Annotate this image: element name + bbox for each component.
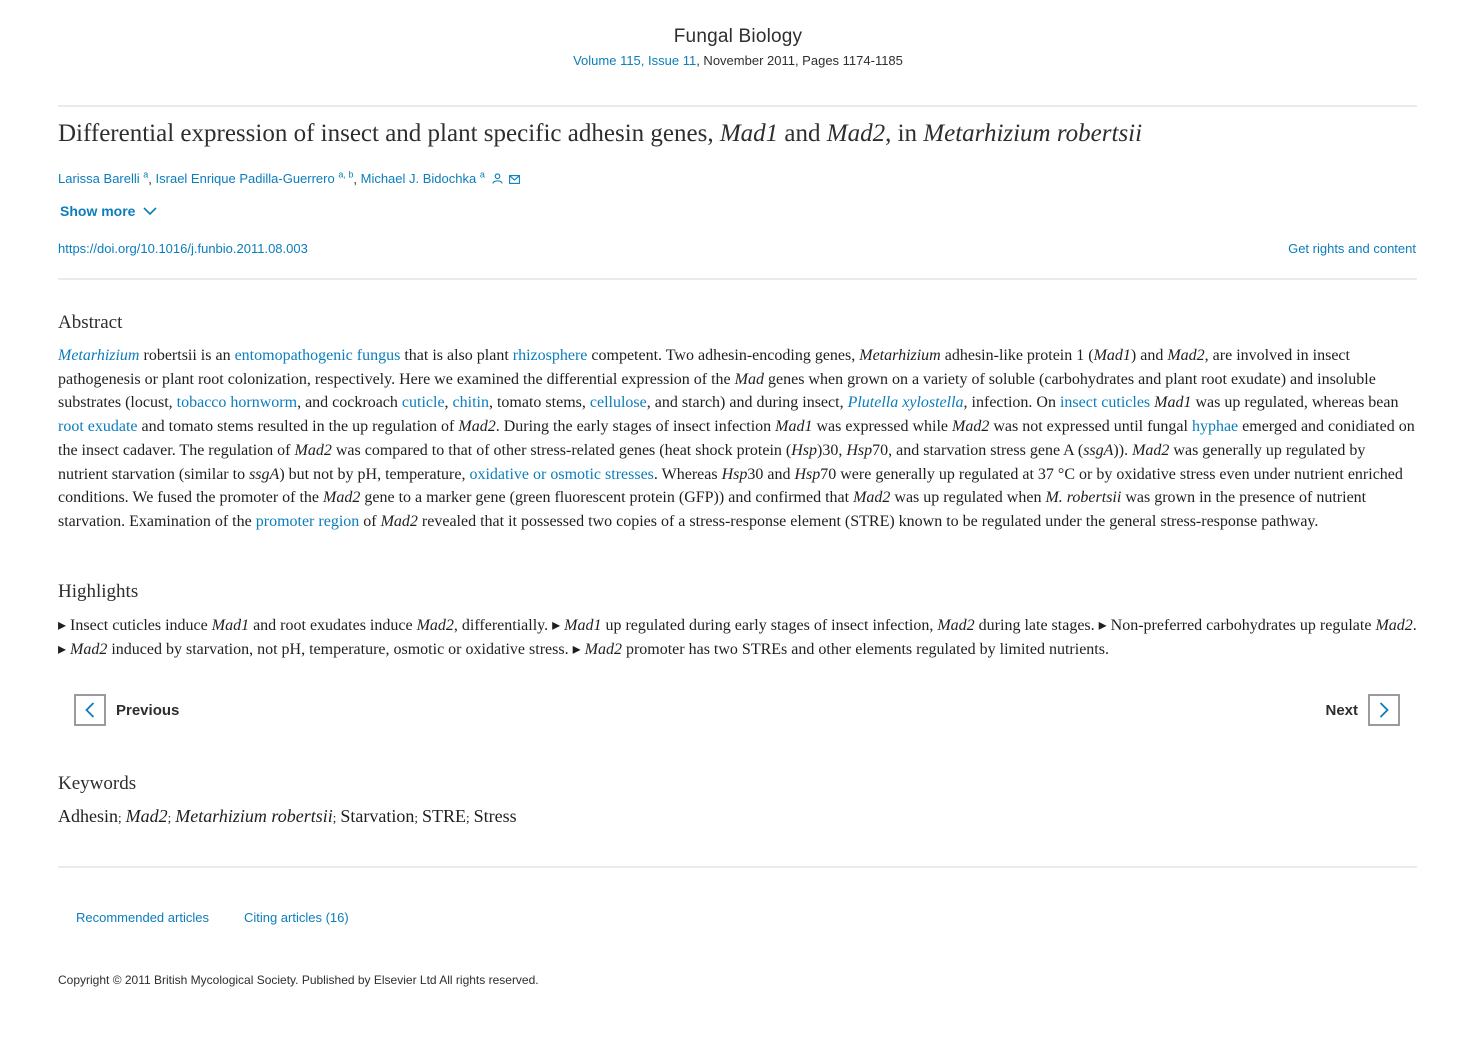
italic-term: Mad — [734, 370, 764, 388]
text-run: was expressed while — [812, 418, 952, 436]
text-run: 30 and — [747, 465, 795, 483]
italic-term: Mad2 — [416, 617, 454, 634]
text-run: that is also plant — [400, 347, 513, 364]
text-run: . During the early stages of insect infection — [495, 418, 776, 436]
italic-term: Mad2 — [294, 441, 332, 459]
next-label: Next — [1325, 701, 1358, 719]
keyword-separator: ; — [466, 810, 470, 825]
author-link[interactable]: Israel Enrique Padilla-Guerrero $^{a, b}$ — [155, 170, 354, 187]
author-list: Larissa Barelli $^a$, Israel Enrique Padilla-Guerrero $^{a, b}$, Michael J. Bidochka $^a$ — [58, 170, 520, 187]
abstract-heading: Abstract — [58, 312, 123, 333]
text-run: revealed that it possessed two copies of a stress-response element (STRE) known to be regulated under the general stress-response pathway. — [417, 512, 1319, 530]
keyword: Starvation — [340, 806, 415, 826]
keyword: STRE — [422, 806, 467, 826]
text-run: and root exudates induce — [249, 617, 417, 634]
keyword: Adhesin — [58, 806, 118, 826]
rights-link[interactable]: Get rights and content — [1288, 241, 1416, 256]
issue-line — [0, 53, 1476, 68]
term-link[interactable]: root exudate — [58, 418, 138, 436]
text-run: was up regulated when — [890, 489, 1046, 507]
keyword: Metarhizium robertsii — [175, 806, 333, 826]
journal-title[interactable]: Fungal Biology — [673, 26, 803, 47]
italic-term: Mad2 — [323, 489, 361, 507]
italic-term: Mad2 — [1167, 347, 1205, 364]
author-link[interactable]: Michael J. Bidochka $^a$ — [360, 170, 485, 187]
volume-issue-link[interactable]: Volume 115, Issue 11 — [573, 53, 697, 68]
italic-term: Mad2 — [380, 512, 418, 530]
related-tabs — [76, 910, 349, 925]
text-run: of — [359, 512, 381, 530]
italic-term: Hsp — [721, 465, 748, 483]
chevron-left-icon — [74, 694, 106, 726]
text-run: genes when grown on a variety of soluble (carbohydrates and plant root exudate) and insoluble substrates (locust, — [58, 370, 1376, 412]
term-link[interactable]: cellulose — [589, 394, 647, 412]
italic-term: Mad2 — [1132, 441, 1170, 459]
term-link[interactable]: Plutella xylostella — [847, 394, 964, 412]
italic-term: Mad2 — [1375, 617, 1413, 634]
italic-term: Hsp — [846, 441, 873, 459]
text-run: ) but not by pH, temperature, — [279, 465, 470, 483]
doi-link[interactable]: https://doi.org/10.1016/j.funbio.2011.08.003 — [58, 241, 308, 256]
text-run: . Whereas — [653, 465, 722, 483]
term-link[interactable]: entomopathogenic fungus — [234, 347, 401, 364]
text-run: adhesin-like protein 1 ( — [940, 347, 1094, 364]
term-link[interactable]: promoter region — [255, 512, 360, 530]
italic-term: Mad1 — [211, 617, 250, 634]
italic-term: ssgA — [249, 465, 280, 483]
term-link[interactable]: rhizosphere — [512, 347, 588, 364]
copyright-notice: Copyright © 2011 British Mycological Society. Published by Elsevier Ltd All rights reserved. — [58, 973, 539, 987]
term-link[interactable]: oxidative or osmotic stresses — [469, 465, 654, 483]
chevron-down-icon — [143, 203, 157, 219]
text-run: ▸ Insect cuticles induce — [58, 617, 212, 634]
text-run: 70, and starvation stress gene A ( — [872, 441, 1084, 459]
term-link[interactable]: chitin — [452, 394, 489, 412]
text-run: induced by starvation, not pH, temperature, osmotic or oxidative stress. ▸ — [107, 640, 585, 658]
keyword-separator: ; — [414, 810, 419, 825]
italic-term: Mad2 — [70, 640, 108, 658]
tab-citing-articles[interactable]: Citing articles (16) — [243, 910, 349, 925]
term-link[interactable]: insect cuticles — [1059, 394, 1151, 412]
next-article-button[interactable] — [1325, 694, 1400, 726]
envelope-icon[interactable] — [509, 172, 520, 187]
italic-term: Mad1 — [1093, 347, 1131, 364]
previous-article-button[interactable] — [74, 694, 179, 726]
text-run: , — [444, 394, 453, 412]
text-run: emerged and conidiated on the insect cadaver. The regulation of — [58, 418, 1415, 459]
text-run: . ▸ — [58, 617, 1417, 658]
text-run: , and starch) and during insect, — [646, 394, 848, 412]
text-run: )). — [1113, 441, 1133, 459]
text-run: was grown in the presence of nutrient starvation. Examination of the — [58, 489, 1367, 530]
text-run: , are involved in insect pathogenesis or plant root colonization, respectively. Here we examined the differential expression of the — [58, 347, 1350, 388]
italic-term: Mad1 — [1154, 394, 1192, 412]
tab-recommended-articles[interactable]: Recommended articles — [76, 910, 209, 925]
highlights-heading: Highlights — [58, 581, 139, 602]
highlights-text — [58, 614, 1418, 661]
italic-term: Mad1 — [564, 617, 602, 634]
term-link[interactable]: hyphae — [1191, 418, 1239, 436]
date-pages: , November 2011, Pages 1174-1185 — [696, 53, 903, 68]
keyword-separator: ; — [167, 810, 172, 825]
divider — [58, 105, 1417, 107]
show-more-button[interactable]: Show more — [60, 203, 157, 219]
text-run: was up regulated, whereas bean — [1191, 394, 1399, 412]
italic-term: Mad2 — [853, 489, 891, 507]
text-run: competent. Two adhesin-encoding genes, — [587, 347, 860, 364]
previous-label: Previous — [116, 701, 180, 719]
text-run: , and cockroach — [297, 394, 402, 412]
italic-term: Hsp — [791, 441, 817, 459]
chevron-right-icon — [1368, 694, 1400, 726]
keyword-list — [58, 806, 517, 827]
keyword: Mad2 — [125, 806, 168, 826]
text-run: during late stages. ▸ Non-preferred carbohydrates up regulate — [974, 617, 1376, 634]
italic-term: M. robertsii — [1045, 489, 1122, 507]
divider — [58, 866, 1417, 868]
journal-header — [0, 26, 1476, 68]
italic-term: Hsp — [794, 465, 821, 483]
italic-term: Metarhizium — [859, 347, 941, 364]
text-run: , differentially. ▸ — [453, 617, 565, 634]
keyword: Stress — [473, 806, 517, 826]
italic-term: Mad2 — [584, 640, 622, 658]
article-title: Differential expression of insect and plant specific adhesin genes, Mad1 and Mad2, in Metarhizium robertsii — [58, 120, 1143, 147]
person-icon[interactable] — [492, 172, 503, 187]
keyword-separator: ; — [332, 810, 337, 825]
text-run: , infection. On — [963, 394, 1060, 412]
text-run: and tomato stems resulted in the up regulation of — [137, 418, 459, 436]
italic-term: Mad2 — [458, 418, 496, 436]
text-run: promoter has two STREs and other elements regulated by limited nutrients. — [621, 640, 1109, 658]
text-run: was compared to that of other stress-related genes (heat shock protein ( — [331, 441, 792, 459]
author-link[interactable]: Larissa Barelli $^a$ — [58, 170, 149, 187]
divider — [58, 278, 1417, 280]
keyword-separator: ; — [118, 810, 122, 825]
text-run: was generally up regulated by nutrient starvation (similar to — [58, 441, 1366, 483]
italic-term: ssgA — [1083, 441, 1114, 459]
keywords-heading: Keywords — [58, 773, 137, 794]
term-link[interactable]: tobacco hornworm — [176, 394, 298, 412]
text-run: )30, — [817, 441, 847, 459]
text-run: robertsii is an — [139, 347, 235, 364]
italic-term: Mad1 — [775, 418, 813, 436]
text-run: was not expressed until fungal — [989, 418, 1192, 436]
text-run: 70 were generally up regulated at 37 °C or by oxidative stress even under nutrient enriched conditions. We fused the promoter of the — [58, 465, 1403, 507]
text-run: , tomato stems, — [488, 394, 590, 412]
text-run: ) and — [1130, 347, 1168, 364]
term-link[interactable]: Metarhizium — [58, 347, 140, 364]
italic-term: Mad2 — [952, 418, 990, 436]
italic-term: Mad2 — [937, 617, 975, 634]
text-run: gene to a marker gene (green fluorescent protein (GFP)) and confirmed that — [360, 489, 854, 507]
text-run: up regulated during early stages of insect infection, — [601, 617, 938, 634]
term-link[interactable]: cuticle — [401, 394, 445, 412]
abstract-text — [58, 344, 1418, 534]
